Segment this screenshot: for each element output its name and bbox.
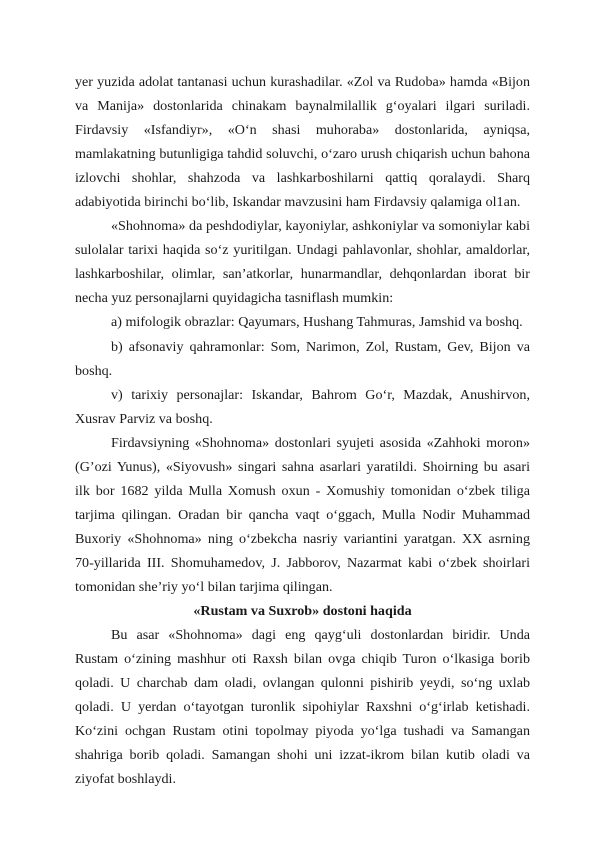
list-item-a: a) mifologik obrazlar: Qayumars, Hushang Tahmuras, Jamshid va boshq. bbox=[111, 314, 523, 331]
list-item-b: b) afsonaviy qahramonlar: Som, Narimon, Zol, Rustam, Gev, Bijon va boshq. bbox=[75, 338, 530, 379]
paragraph-4: Bu asar «Shohnoma» dagi eng qayg‘uli dostonlardan biridir. Unda Rustam o‘zining mashhur oti Raxsh bilan ovga chiqib Turon o‘lkasiga borib qoladi. U charchab dam oladi, ovlangan qulonni pishirib yeydi, so‘ng uxlab qoladi. U yerdan o‘tayotgan turonlik sipohiylar Raxshni o‘g‘irlab ketishadi. Ko‘zini ochgan Rustam otini topolmay piyoda yo‘lga tushadi va Samangan shahriga borib qoladi. Samangan shohi uni izzat-ikrom bilan kutib oladi va ziyofat boshlaydi. bbox=[75, 627, 530, 788]
paragraph-1: yer yuzida adolat tantanasi uchun kurashadilar. «Zol va Rudoba» hamda «Bijon va Manija» dostonlarida chinakam baynalmilallik g‘oyalari ilgari suriladi. Firdavsiy «Isfandiyr», «O‘n shasi muhoraba» dostonlarida, ayniqsa, mamlakatning butunligiga tahdid soluvchi, o‘zaro urush chiqarish uchun bahona izlovchi shohlar, shahzoda va lashkarboshilarni qattiq qoralaydi. Sharq adabiyotida birinchi bo‘lib, Iskandar mavzusini ham Firdavsiy qalamiga ol1an. bbox=[75, 74, 530, 211]
paragraph-3: Firdavsiyning «Shohnoma» dostonlari syujeti asosida «Zahhoki moron» (G’ozi Yunus), «Siyovush» singari sahna asarlari yaratildi. Shoirning bu asari ilk bor 1682 yilda Mulla Xomush oxun - Xomushiy tomonidan o‘zbek tiliga tarjima qilingan. Oradan bir qancha vaqt o‘ggach, Mulla Nodir Muhammad Buxoriy «Shohnoma» ning o‘zbekcha nasriy variantini yaratgan. XX asrning 70-yillarida III. Shomuhamedov, J. Jabborov, Nazarmat kabi o‘zbek shoirlari tomonidan she’riy yo‘l bilan tarjima qilingan. bbox=[75, 434, 530, 595]
document-body bbox=[75, 70, 530, 791]
list-item-v: v) tarixiy personajlar: Iskandar, Bahrom Go‘r, Mazdak, Anushirvon, Xusrav Parviz va boshq. bbox=[75, 386, 530, 427]
paragraph-2: «Shohnoma» da peshdodiylar, kayoniylar, ashkoniylar va somoniylar kabi sulolalar tarixi haqida so‘z yuritilgan. Undagi pahlavonlar, shohlar, amaldorlar, lashkarboshilar, olimlar, san’atkorlar, hunarmandlar, dehqonlardan iborat bir necha yuz personajlarni quyidagicha tasniflash mumkin: bbox=[75, 218, 530, 307]
section-heading: «Rustam va Suxrob» dostoni haqida bbox=[193, 603, 412, 620]
